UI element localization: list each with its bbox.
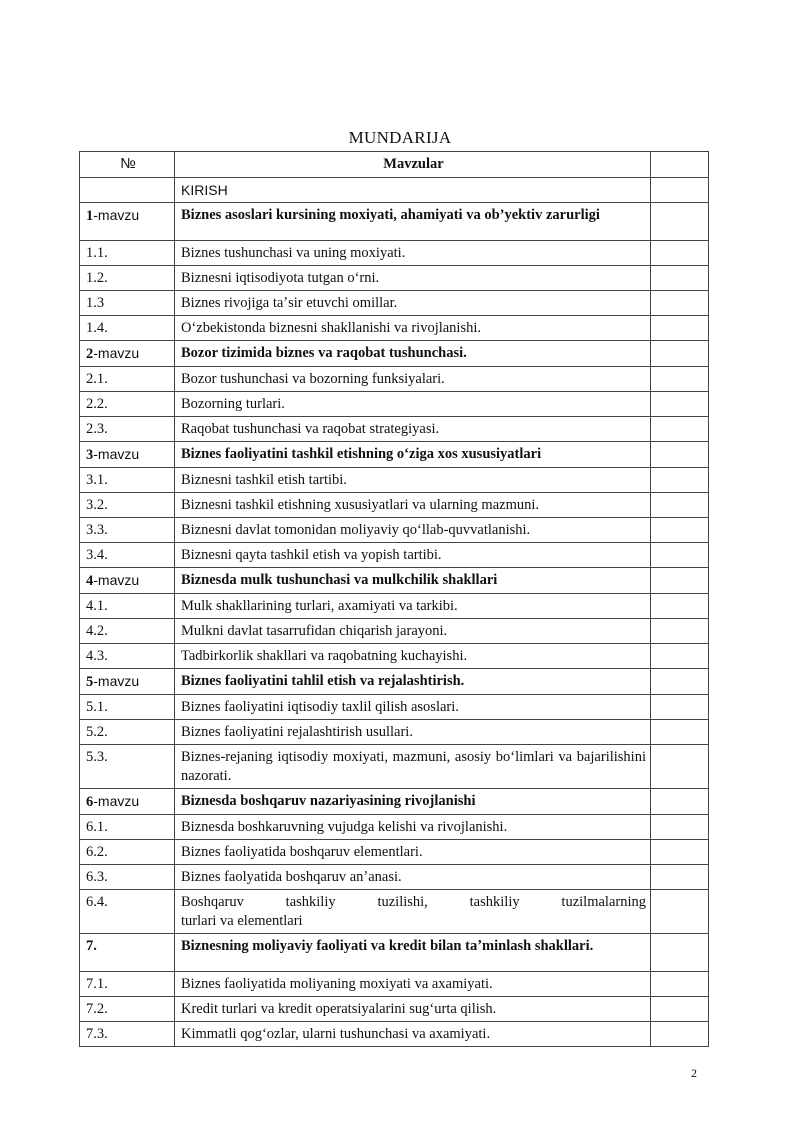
table-row xyxy=(80,695,709,720)
table-row xyxy=(80,865,709,890)
row-title: Mulk shakllarining turlari, axamiyati va tarkibi. xyxy=(181,598,458,614)
topic-suffix: -mavzu xyxy=(93,793,140,809)
row-number-cell xyxy=(80,840,175,865)
row-number: 2.3. xyxy=(86,421,108,437)
table-row xyxy=(80,392,709,417)
row-number: 2.2. xyxy=(86,396,108,412)
subtopic-title-cell xyxy=(175,865,651,890)
page-cell xyxy=(651,695,709,720)
topic-title-cell xyxy=(175,568,651,594)
subtopic-title-cell xyxy=(175,543,651,568)
row-title: Biznes faolyatida boshqaruv anʼanasi. xyxy=(181,869,402,885)
row-number: 4.3. xyxy=(86,648,108,664)
row-title: Biznesni iqtisodiyota tutgan oʻrni. xyxy=(181,270,380,286)
table-row xyxy=(80,543,709,568)
table-row xyxy=(80,291,709,316)
page-cell xyxy=(651,997,709,1022)
row-title: Biznesning moliyaviy faoliyati va kredit bilan taʼminlash shakllari. xyxy=(181,938,594,954)
row-title: Bozorning turlari. xyxy=(181,396,285,412)
topic-suffix: -mavzu xyxy=(93,207,140,223)
row-number: 6.4. xyxy=(86,894,108,910)
row-number-cell xyxy=(80,815,175,840)
table-row xyxy=(80,669,709,695)
subtopic-title-cell xyxy=(175,468,651,493)
table-row xyxy=(80,644,709,669)
table-row xyxy=(80,266,709,291)
topic-title-cell xyxy=(175,203,651,241)
row-title: Biznes tushunchasi va uning moxiyati. xyxy=(181,245,406,261)
row-title: Biznesda boshkaruvning vujudga kelishi va rivojlanishi. xyxy=(181,819,508,835)
row-number-cell xyxy=(80,619,175,644)
table-row xyxy=(80,442,709,468)
row-title: Biznesni tashkil etishning xususiyatlari va ularning mazmuni. xyxy=(181,497,540,513)
topic-number: 3 xyxy=(86,447,94,463)
page-cell xyxy=(651,392,709,417)
page-cell xyxy=(651,266,709,291)
row-title: Biznes rivojiga taʼsir etuvchi omillar. xyxy=(181,295,398,311)
table-of-contents xyxy=(79,151,709,1047)
row-number-cell xyxy=(80,1022,175,1047)
row-number-cell xyxy=(80,890,175,934)
row-number-cell xyxy=(80,291,175,316)
row-title: KIRISH xyxy=(181,182,228,198)
row-number: 3.3. xyxy=(86,522,108,538)
row-number-cell xyxy=(80,266,175,291)
page-cell xyxy=(651,241,709,266)
page-cell xyxy=(651,468,709,493)
row-number-cell xyxy=(80,367,175,392)
row-number: 4.2. xyxy=(86,623,108,639)
row-title: Raqobat tushunchasi va raqobat strategiyasi. xyxy=(181,421,440,437)
page-cell xyxy=(651,568,709,594)
row-number: 1.1. xyxy=(86,245,108,261)
number-column-header: № xyxy=(80,152,175,178)
row-number-cell xyxy=(80,316,175,341)
row-number-cell xyxy=(80,203,175,241)
row-number: 1.3 xyxy=(86,295,105,311)
row-number-cell xyxy=(80,669,175,695)
page-cell xyxy=(651,493,709,518)
row-number: 5.1. xyxy=(86,699,108,715)
row-number-cell xyxy=(80,341,175,367)
subtopic-title-cell xyxy=(175,619,651,644)
row-title: Bozor tizimida biznes va raqobat tushunchasi. xyxy=(181,345,467,361)
page-cell xyxy=(651,594,709,619)
subtopic-title-cell xyxy=(175,291,651,316)
subtopic-title-cell xyxy=(175,815,651,840)
row-number-cell xyxy=(80,392,175,417)
topic-title-cell xyxy=(175,442,651,468)
page-cell xyxy=(651,619,709,644)
subtopic-title-cell xyxy=(175,1022,651,1047)
subtopic-title-cell xyxy=(175,745,651,789)
page-cell xyxy=(651,972,709,997)
subtopic-title-cell xyxy=(175,241,651,266)
topics-column-header: Mavzular xyxy=(175,152,651,178)
row-number-cell xyxy=(80,594,175,619)
page-cell xyxy=(651,367,709,392)
row-number: 4.1. xyxy=(86,598,108,614)
row-number: 6.3. xyxy=(86,869,108,885)
topic-suffix: -mavzu xyxy=(93,673,140,689)
table-row xyxy=(80,367,709,392)
row-title: Mulkni davlat tasarrufidan chiqarish jarayoni. xyxy=(181,623,448,639)
subtopic-title-cell xyxy=(175,417,651,442)
page-column-header xyxy=(651,152,709,178)
row-title: Biznesda mulk tushunchasi va mulkchilik shakllari xyxy=(181,572,498,588)
page-cell xyxy=(651,840,709,865)
row-number: 7.2. xyxy=(86,1001,108,1017)
topic-suffix: -mavzu xyxy=(93,572,140,588)
topic-number: 5 xyxy=(86,674,94,690)
row-title: Kimmatli qogʻozlar, ularni tushunchasi va axamiyati. xyxy=(181,1026,491,1042)
subtopic-title-cell xyxy=(175,518,651,543)
subtopic-title-cell xyxy=(175,840,651,865)
row-number-cell xyxy=(80,417,175,442)
page-cell xyxy=(651,518,709,543)
row-number-cell xyxy=(80,518,175,543)
row-title: Biznes faoliyatida boshqaruv elementlari. xyxy=(181,844,423,860)
table-row xyxy=(80,997,709,1022)
table-row xyxy=(80,720,709,745)
page-cell xyxy=(651,789,709,815)
page-cell xyxy=(651,417,709,442)
topic-number: 6 xyxy=(86,794,94,810)
row-number-cell xyxy=(80,745,175,789)
page-cell xyxy=(651,341,709,367)
row-title: Biznes-rejaning iqtisodiy moxiyati, mazmuni, asosiy boʻlimlari va bajarilishini nazorati. xyxy=(181,749,646,784)
page-cell xyxy=(651,890,709,934)
table-row xyxy=(80,890,709,934)
row-title: Boshqaruv tashkiliy tuzilishi, tashkiliy tuzilmalarning xyxy=(181,894,646,910)
row-number-cell xyxy=(80,468,175,493)
topic-number: 4 xyxy=(86,573,94,589)
subtopic-title-cell xyxy=(175,367,651,392)
table-row xyxy=(80,518,709,543)
page-cell xyxy=(651,815,709,840)
row-title: Bozor tushunchasi va bozorning funksiyalari. xyxy=(181,371,445,387)
row-number-cell xyxy=(80,997,175,1022)
table-row xyxy=(80,568,709,594)
page-cell xyxy=(651,203,709,241)
row-number: 7.3. xyxy=(86,1026,108,1042)
topic-title-cell xyxy=(175,669,651,695)
row-title: Biznes faoliyatini rejalashtirish usullari. xyxy=(181,724,413,740)
subtopic-title-cell xyxy=(175,594,651,619)
subtopic-title-cell xyxy=(175,972,651,997)
topic-number: 1 xyxy=(86,208,94,224)
page-cell xyxy=(651,720,709,745)
page-cell xyxy=(651,1022,709,1047)
topic-title-cell xyxy=(175,934,651,972)
row-number: 1.4. xyxy=(86,320,108,336)
table-row xyxy=(80,1022,709,1047)
topic-suffix: -mavzu xyxy=(93,446,140,462)
row-number: 5.2. xyxy=(86,724,108,740)
row-number-cell xyxy=(80,934,175,972)
row-number: 6.1. xyxy=(86,819,108,835)
page-cell xyxy=(651,178,709,203)
row-title: Biznesni davlat tomonidan moliyaviy qoʻllab-quvvatlanishi. xyxy=(181,522,531,538)
row-number-cell xyxy=(80,178,175,203)
row-number: 3.2. xyxy=(86,497,108,513)
table-row xyxy=(80,934,709,972)
page-cell xyxy=(651,316,709,341)
row-number-cell xyxy=(80,720,175,745)
table-row xyxy=(80,203,709,241)
subtopic-title-cell xyxy=(175,266,651,291)
row-number-cell xyxy=(80,543,175,568)
row-number: 1.2. xyxy=(86,270,108,286)
row-number-cell xyxy=(80,442,175,468)
row-title: Tadbirkorlik shakllari va raqobatning kuchayishi. xyxy=(181,648,468,664)
row-title-continued: turlari va elementlari xyxy=(181,913,303,929)
table-row xyxy=(80,341,709,367)
page-cell xyxy=(651,745,709,789)
row-number: 3.1. xyxy=(86,472,108,488)
row-number-cell xyxy=(80,241,175,266)
subtopic-title-cell xyxy=(175,720,651,745)
subtopic-title-cell xyxy=(175,644,651,669)
row-title: Kredit turlari va kredit operatsiyalarini sugʻurta qilish. xyxy=(181,1001,497,1017)
row-number: 6.2. xyxy=(86,844,108,860)
table-row xyxy=(80,840,709,865)
page-cell xyxy=(651,543,709,568)
row-number: 7.1. xyxy=(86,976,108,992)
table-row xyxy=(80,316,709,341)
row-number: 2.1. xyxy=(86,371,108,387)
table-row xyxy=(80,972,709,997)
page-cell xyxy=(651,442,709,468)
row-title: Biznes faoliyatini tashkil etishning oʻziga xos xususiyatlari xyxy=(181,446,542,462)
table-body xyxy=(80,178,709,1047)
topic-number: 2 xyxy=(86,346,94,362)
table-header-row xyxy=(80,152,709,178)
table-row xyxy=(80,594,709,619)
subtopic-title-cell xyxy=(175,316,651,341)
row-title: Biznesni qayta tashkil etish va yopish tartibi. xyxy=(181,547,442,563)
row-title: Biznes faoliyatini tahlil etish va rejalashtirish. xyxy=(181,673,465,689)
table-row xyxy=(80,468,709,493)
row-number-cell xyxy=(80,568,175,594)
table-row xyxy=(80,493,709,518)
row-number-cell xyxy=(80,865,175,890)
row-title: Biznes faoliyatini iqtisodiy taxlil qilish asoslari. xyxy=(181,699,459,715)
row-title: Biznesda boshqaruv nazariyasining rivojlanishi xyxy=(181,793,476,809)
row-number-cell xyxy=(80,695,175,720)
row-title: Biznes faoliyatida moliyaning moxiyati va axamiyati. xyxy=(181,976,493,992)
row-title: Biznes asoslari kursining moxiyati, ahamiyati va ob’yektiv zarurligi xyxy=(181,207,600,223)
table-row xyxy=(80,789,709,815)
document-title: MUNDARIJA xyxy=(348,128,452,147)
table-row xyxy=(80,745,709,789)
page-cell xyxy=(651,934,709,972)
row-number-cell xyxy=(80,789,175,815)
page-number: 2 xyxy=(691,1066,697,1080)
topic-suffix: -mavzu xyxy=(93,345,140,361)
subtopic-title-cell xyxy=(175,392,651,417)
subtopic-title-cell xyxy=(175,997,651,1022)
table-row xyxy=(80,178,709,203)
table-row xyxy=(80,241,709,266)
page-cell xyxy=(651,291,709,316)
page-cell xyxy=(651,644,709,669)
row-number-cell xyxy=(80,972,175,997)
subtopic-title-cell xyxy=(175,493,651,518)
row-number: 3.4. xyxy=(86,547,108,563)
row-number: 7. xyxy=(86,938,97,954)
topic-title-cell xyxy=(175,178,651,203)
topic-title-cell xyxy=(175,341,651,367)
row-title: Biznesni tashkil etish tartibi. xyxy=(181,472,347,488)
row-title: Oʻzbekistonda biznesni shakllanishi va rivojlanishi. xyxy=(181,320,482,336)
row-number: 5.3. xyxy=(86,749,108,765)
row-number-cell xyxy=(80,493,175,518)
subtopic-title-cell xyxy=(175,695,651,720)
page-cell xyxy=(651,865,709,890)
table-row xyxy=(80,815,709,840)
subtopic-title-cell xyxy=(175,890,651,934)
page-cell xyxy=(651,669,709,695)
table-row xyxy=(80,619,709,644)
row-number-cell xyxy=(80,644,175,669)
topic-title-cell xyxy=(175,789,651,815)
table-row xyxy=(80,417,709,442)
